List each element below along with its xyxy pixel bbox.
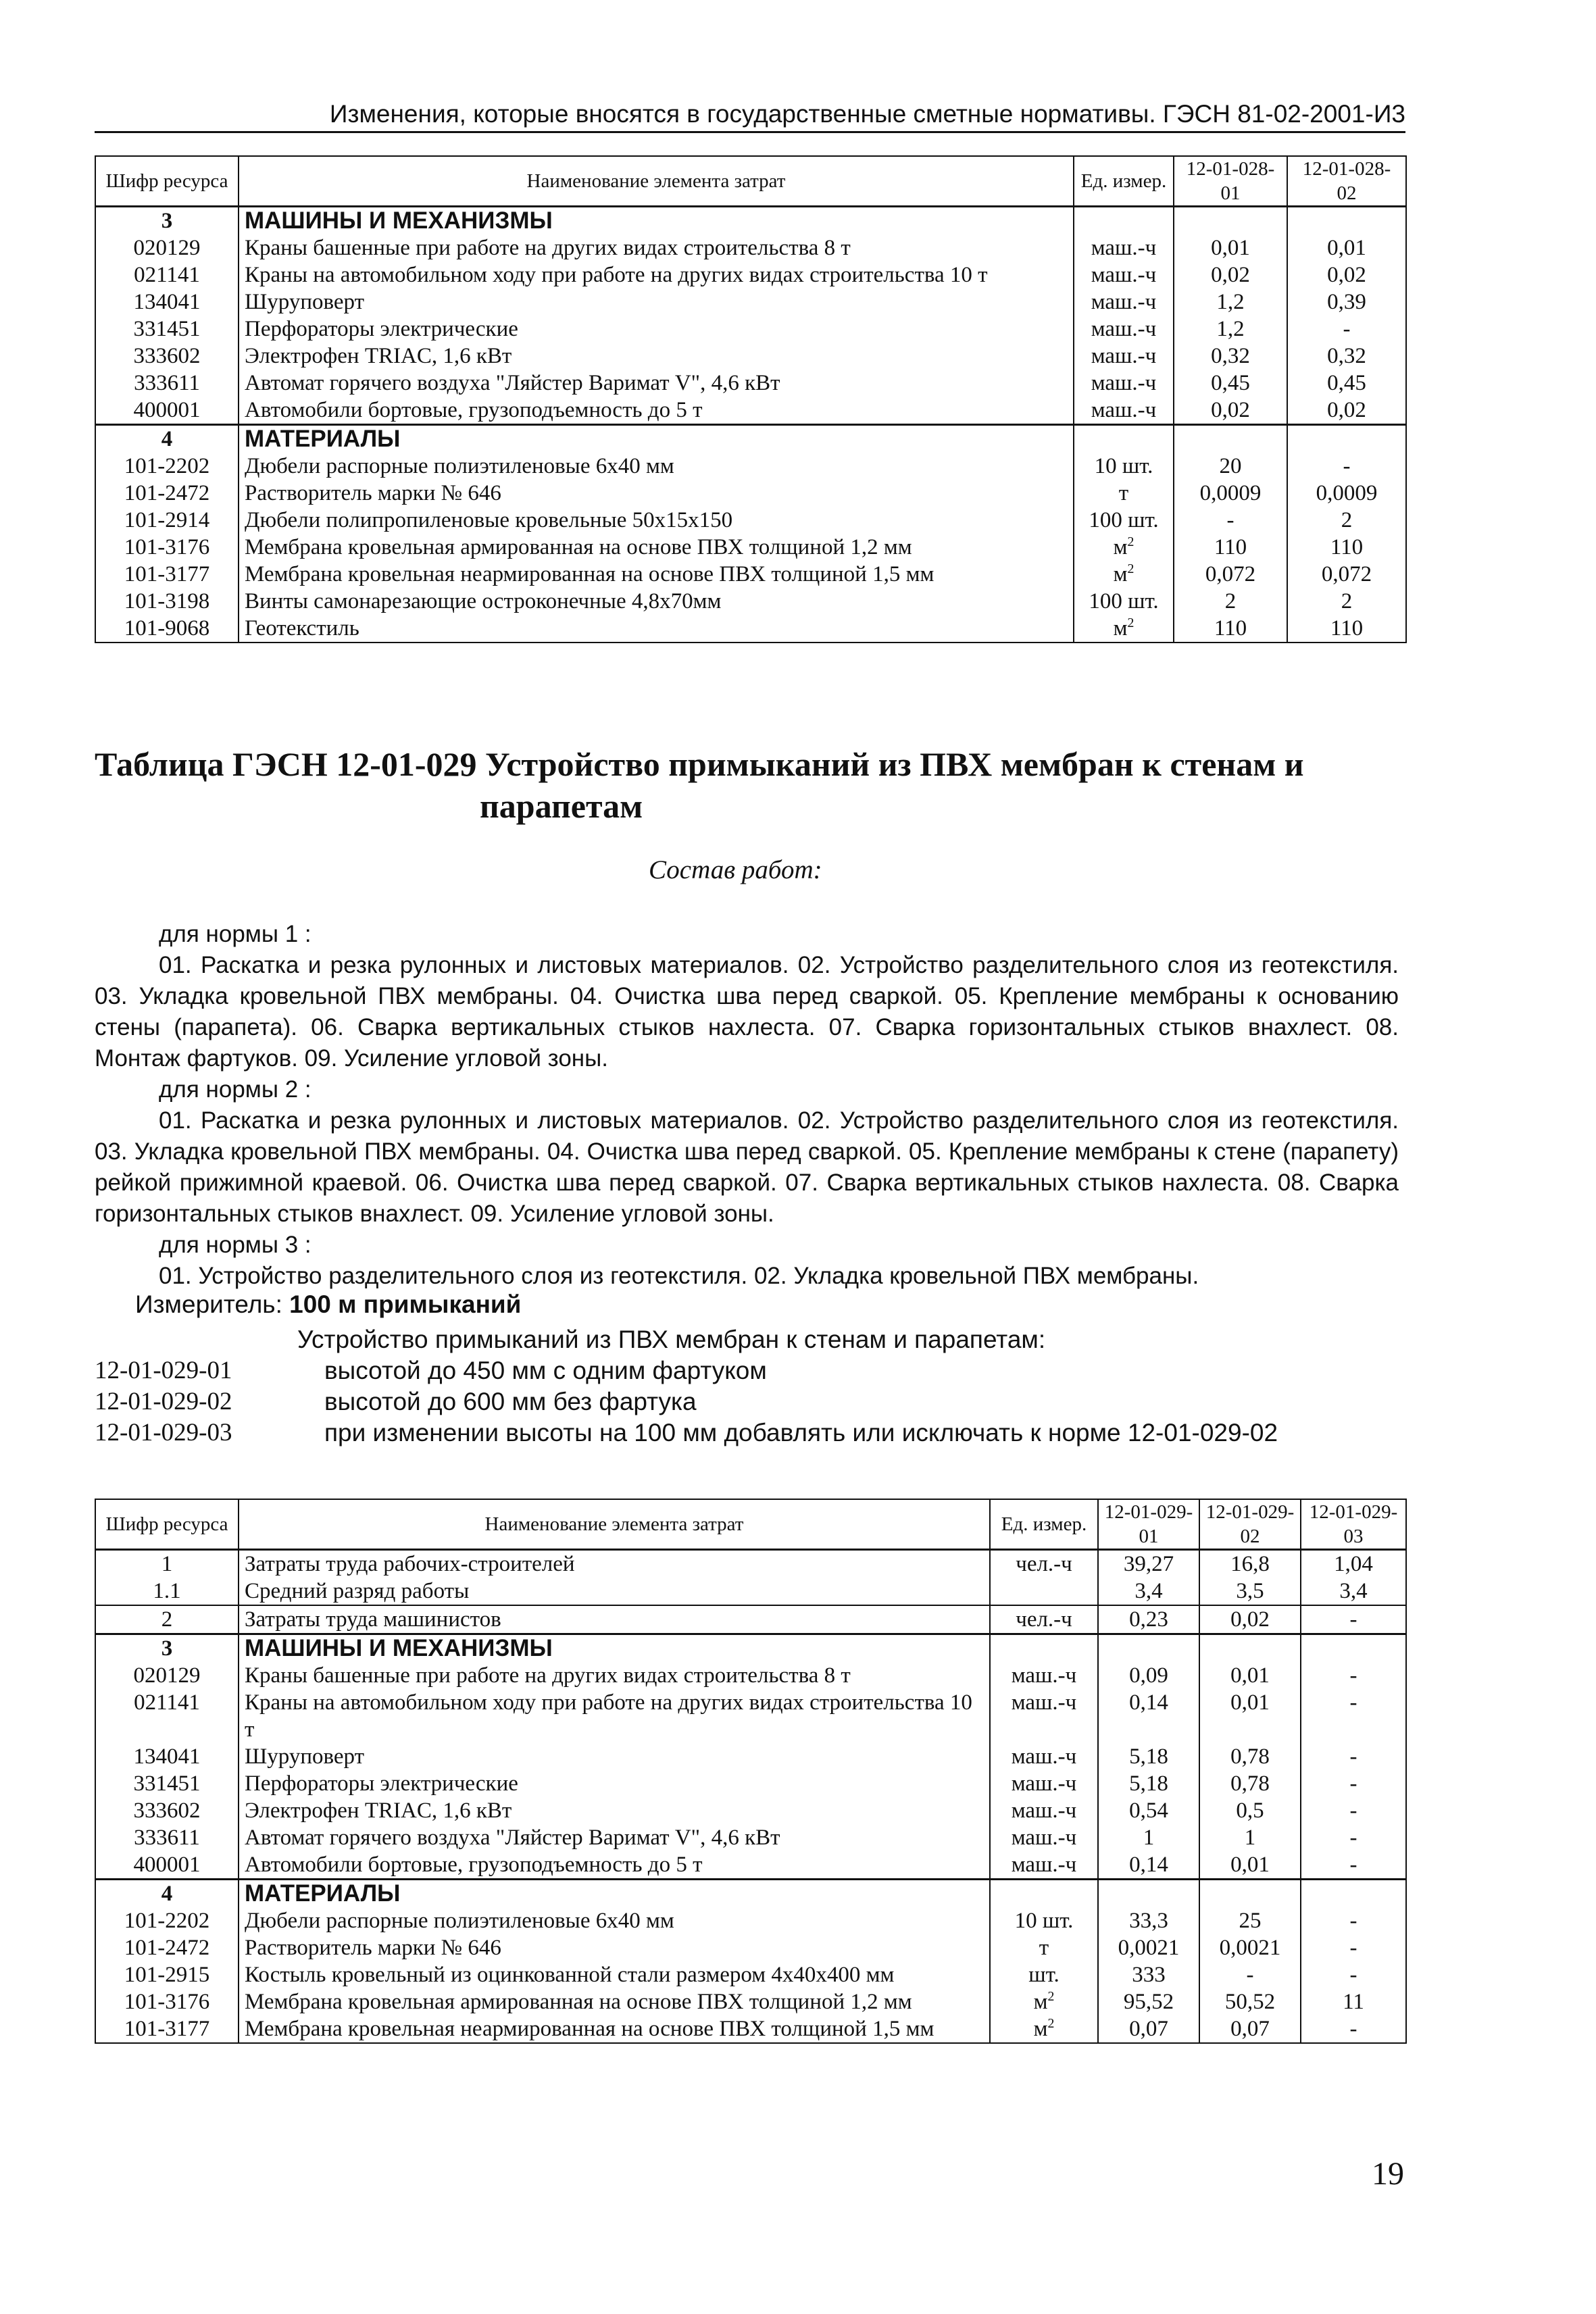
norm-value: 0,07 <box>1199 2015 1301 2043</box>
resource-code: 101-3176 <box>95 534 239 561</box>
resource-code: 101-2202 <box>95 453 239 480</box>
empty-cell <box>1301 1880 1406 1908</box>
cost-element-name: Перфораторы электрические <box>239 1770 990 1797</box>
unit: 100 шт. <box>1089 589 1159 613</box>
norm-value: 33,3 <box>1098 1907 1199 1934</box>
table-row <box>95 370 1406 397</box>
resource-table-028 <box>95 155 1407 643</box>
norm-value: 110 <box>1174 615 1287 643</box>
empty-cell <box>1287 425 1406 453</box>
norm-value: 0,09 <box>1098 1662 1199 1689</box>
variant-code: 12-01-029-01 <box>95 1357 232 1384</box>
norm-work-items: 01. Раскатка и резка рулонных и листовых материалов. 02. Устройство разделительного слоя из геотекстиля. 03. Укладка кровельной ПВХ мембраны. 04. Очистка шва перед сваркой. 05. Крепление мембраны к стене (парапету) рейкой прижимной краевой. 06. Очистка шва перед сваркой. 07. Сварка вертикальных стыков нахлеста. 08. Сварка горизонтальных стыков внахлест. 09. Усиление угловой зоны. <box>95 1107 1399 1227</box>
norm-value: 0,01 <box>1287 234 1406 261</box>
cost-element-name: Костыль кровельный из оцинкованной стали размером 4х40х400 мм <box>239 1961 990 1988</box>
column-header: Наименование элемента затрат <box>239 156 1074 207</box>
table-row <box>95 1934 1406 1961</box>
table-row <box>95 588 1406 615</box>
norm-value: - <box>1301 2015 1406 2043</box>
norm-value: - <box>1199 1961 1301 1988</box>
cost-element-name: Автомобили бортовые, грузоподъемность до 5 т <box>239 1851 990 1880</box>
unit-cell <box>990 1689 1098 1743</box>
unit-cell <box>990 1961 1098 1988</box>
cost-element-name: Растворитель марки № 646 <box>239 1934 990 1961</box>
section-title: МАШИНЫ И МЕХАНИЗМЫ <box>239 207 1074 235</box>
resource-code: 101-2472 <box>95 1934 239 1961</box>
resource-code: 1.1 <box>95 1578 239 1605</box>
unit-cell <box>1074 234 1174 261</box>
unit-cell <box>1074 343 1174 370</box>
unit: м <box>1113 535 1128 559</box>
meter-value: 100 м примыканий <box>289 1290 522 1318</box>
norm-value: - <box>1301 1961 1406 1988</box>
norm-value: 0,0021 <box>1199 1934 1301 1961</box>
unit: чел.-ч <box>1016 1552 1072 1576</box>
unit-cell <box>990 1851 1098 1880</box>
table-row <box>95 343 1406 370</box>
norm-value: - <box>1301 1605 1406 1634</box>
norm-value: 1,2 <box>1174 288 1287 316</box>
unit-superscript: 2 <box>1047 1989 1055 2004</box>
unit-cell <box>990 1824 1098 1851</box>
cost-element-name: Шуруповерт <box>239 288 1074 316</box>
resource-code: 101-2914 <box>95 507 239 534</box>
unit: маш.-ч <box>1091 290 1157 314</box>
norm-value: 0,01 <box>1174 234 1287 261</box>
resource-code: 134041 <box>95 1743 239 1770</box>
norm-value: 2 <box>1287 507 1406 534</box>
norm-value: 1,2 <box>1174 316 1287 343</box>
norm-value: - <box>1301 1743 1406 1770</box>
variant-description: высотой до 600 мм без фартука <box>324 1388 697 1415</box>
unit-cell <box>1074 370 1174 397</box>
norm-value: 110 <box>1174 534 1287 561</box>
section-row <box>95 207 1406 235</box>
norm-value: - <box>1301 1907 1406 1934</box>
norm-value: - <box>1301 1851 1406 1880</box>
unit: м <box>1113 616 1128 640</box>
empty-cell <box>990 1634 1098 1663</box>
column-header: 12-01-028-02 <box>1287 156 1406 207</box>
table-row <box>95 1743 1406 1770</box>
norm-work-items: 01. Раскатка и резка рулонных и листовых материалов. 02. Устройство разделительного слоя из геотекстиля. 03. Укладка кровельной ПВХ мембраны. 04. Очистка шва перед сваркой. 05. Крепление мембраны к основанию стены (парапета). 06. Сварка вертикальных стыков нахлеста. 07. Сварка горизонтальных стыков внахлест. 08. Монтаж фартуков. 09. Усиление угловой зоны. <box>95 952 1399 1072</box>
resource-code: 331451 <box>95 316 239 343</box>
unit-superscript: 2 <box>1127 561 1134 576</box>
cost-element-name: Мембрана кровельная армированная на основе ПВХ толщиной 1,2 мм <box>239 534 1074 561</box>
unit-cell <box>990 2015 1098 2043</box>
variant-row <box>95 1417 1419 1449</box>
unit: маш.-ч <box>1011 1771 1077 1796</box>
resource-code: 333602 <box>95 343 239 370</box>
norm-value: 0,14 <box>1098 1851 1199 1880</box>
table-row <box>95 397 1406 425</box>
norm-value: - <box>1174 507 1287 534</box>
section-title: МАТЕРИАЛЫ <box>239 425 1074 453</box>
unit-cell <box>1074 480 1174 507</box>
table-row <box>95 507 1406 534</box>
cost-element-name: Затраты труда рабочих-строителей <box>239 1550 990 1578</box>
resource-code: 333602 <box>95 1797 239 1824</box>
norm-value: 0,01 <box>1199 1689 1301 1743</box>
unit: маш.-ч <box>1091 263 1157 287</box>
variant-code: 12-01-029-02 <box>95 1388 232 1415</box>
resource-code: 134041 <box>95 288 239 316</box>
unit-cell <box>1074 453 1174 480</box>
cost-element-name: Мембрана кровельная армированная на основе ПВХ толщиной 1,2 мм <box>239 1988 990 2015</box>
page-number: 19 <box>1372 2156 1404 2192</box>
table-row <box>95 288 1406 316</box>
empty-cell <box>1074 207 1174 235</box>
resource-code: 101-3176 <box>95 1988 239 2015</box>
unit-cell <box>1074 397 1174 425</box>
norm-value: 5,18 <box>1098 1770 1199 1797</box>
norm-value: 0,23 <box>1098 1605 1199 1634</box>
table-row <box>95 453 1406 480</box>
unit: маш.-ч <box>1011 1663 1077 1688</box>
unit-cell <box>1074 561 1174 588</box>
norm-value: 0,32 <box>1287 343 1406 370</box>
norm-value: 0,14 <box>1098 1689 1199 1743</box>
table-row <box>95 1578 1406 1605</box>
norm-value: - <box>1301 1824 1406 1851</box>
column-header: 12-01-028-01 <box>1174 156 1287 207</box>
unit: м <box>1033 1990 1048 2014</box>
variant-description: высотой до 450 мм с одним фартуком <box>324 1357 767 1384</box>
meter <box>135 1290 521 1319</box>
table-row <box>95 1770 1406 1797</box>
unit-cell <box>1074 288 1174 316</box>
unit-cell <box>990 1662 1098 1689</box>
section-row <box>95 1634 1406 1663</box>
unit: маш.-ч <box>1091 317 1157 341</box>
resource-table-029 <box>95 1499 1407 2044</box>
norm-value: 39,27 <box>1098 1550 1199 1578</box>
norm-label: для нормы 3 : <box>159 1232 311 1258</box>
norm-value: 3,4 <box>1098 1578 1199 1605</box>
norm-value: 1 <box>1098 1824 1199 1851</box>
unit-cell <box>990 1550 1098 1578</box>
variant-description: при изменении высоты на 100 мм добавлять или исключать к норме 12-01-029-02 <box>324 1419 1278 1447</box>
table-row <box>95 2015 1406 2043</box>
resource-code: 333611 <box>95 1824 239 1851</box>
cost-element-name: Дюбели полипропиленовые кровельные 50х15х150 <box>239 507 1074 534</box>
empty-cell <box>1301 1634 1406 1663</box>
resource-code: 1 <box>95 1550 239 1578</box>
unit-cell <box>990 1743 1098 1770</box>
unit: маш.-ч <box>1091 398 1157 422</box>
table-row <box>95 1689 1406 1743</box>
norm-value: 5,18 <box>1098 1743 1199 1770</box>
cost-element-name: Автомат горячего воздуха "Ляйстер Варимат V", 4,6 кВт <box>239 370 1074 397</box>
resource-code: 021141 <box>95 1689 239 1743</box>
column-header: Шифр ресурса <box>95 1499 239 1550</box>
norm-value: 25 <box>1199 1907 1301 1934</box>
unit: маш.-ч <box>1091 344 1157 368</box>
unit-cell <box>1074 588 1174 615</box>
meter-label: Измеритель: <box>135 1290 282 1318</box>
unit-cell <box>990 1797 1098 1824</box>
column-header: Наименование элемента затрат <box>239 1499 990 1550</box>
norm-value: 11 <box>1301 1988 1406 2015</box>
table-title <box>95 743 1446 827</box>
cost-element-name: Дюбели распорные полиэтиленовые 6х40 мм <box>239 453 1074 480</box>
column-header: 12-01-029-03 <box>1301 1499 1406 1550</box>
table-row <box>95 261 1406 288</box>
norm-value: 110 <box>1287 615 1406 643</box>
section-code: 4 <box>95 425 239 453</box>
cost-element-name: Электрофен TRIAC, 1,6 кВт <box>239 1797 990 1824</box>
unit-cell <box>1074 261 1174 288</box>
section-code: 3 <box>95 1634 239 1663</box>
resource-code: 021141 <box>95 261 239 288</box>
norm-value: 1 <box>1199 1824 1301 1851</box>
norm-value: 0,78 <box>1199 1770 1301 1797</box>
empty-cell <box>1098 1880 1199 1908</box>
empty-cell <box>1174 425 1287 453</box>
unit: т <box>1039 1936 1049 1960</box>
unit-cell <box>1074 615 1174 643</box>
norm-value: 0,01 <box>1199 1851 1301 1880</box>
norm-value: 0,54 <box>1098 1797 1199 1824</box>
cost-element-name: Краны на автомобильном ходу при работе на других видах строительства 10 т <box>239 261 1074 288</box>
norm-value: 110 <box>1287 534 1406 561</box>
cost-element-name: Дюбели распорные полиэтиленовые 6х40 мм <box>239 1907 990 1934</box>
unit-cell <box>990 1770 1098 1797</box>
unit: маш.-ч <box>1011 1826 1077 1850</box>
norm-value: 0,78 <box>1199 1743 1301 1770</box>
unit: м <box>1033 2017 1048 2041</box>
column-header: Ед. измер. <box>1074 156 1174 207</box>
empty-cell <box>1199 1880 1301 1908</box>
unit-cell <box>990 1988 1098 2015</box>
unit: маш.-ч <box>1091 236 1157 260</box>
norm-value: 0,0021 <box>1098 1934 1199 1961</box>
norm-value: - <box>1301 1934 1406 1961</box>
norm-value: 0,072 <box>1174 561 1287 588</box>
norm-value: 0,0009 <box>1174 480 1287 507</box>
unit-superscript: 2 <box>1127 534 1134 549</box>
unit: 100 шт. <box>1089 508 1159 532</box>
norm-value: 0,02 <box>1287 261 1406 288</box>
norm-value: - <box>1287 453 1406 480</box>
section-title: МАТЕРИАЛЫ <box>239 1880 990 1908</box>
unit: маш.-ч <box>1011 1799 1077 1823</box>
unit-cell <box>990 1578 1098 1605</box>
table-row <box>95 316 1406 343</box>
resource-code: 2 <box>95 1605 239 1634</box>
empty-cell <box>1287 207 1406 235</box>
variant-row <box>95 1355 1419 1386</box>
table-row <box>95 1961 1406 1988</box>
column-header: 12-01-029-02 <box>1199 1499 1301 1550</box>
norm-value: 0,02 <box>1174 261 1287 288</box>
unit: чел.-ч <box>1016 1607 1072 1632</box>
norm-value: - <box>1301 1662 1406 1689</box>
empty-cell <box>990 1880 1098 1908</box>
unit-cell <box>990 1907 1098 1934</box>
norm-value: 0,01 <box>1199 1662 1301 1689</box>
cost-element-name: Электрофен TRIAC, 1,6 кВт <box>239 343 1074 370</box>
resource-code: 400001 <box>95 1851 239 1880</box>
norm-value: 50,52 <box>1199 1988 1301 2015</box>
table-row <box>95 1851 1406 1880</box>
norm-value: 20 <box>1174 453 1287 480</box>
norm-value: - <box>1301 1689 1406 1743</box>
section-row <box>95 425 1406 453</box>
column-header: Шифр ресурса <box>95 156 239 207</box>
norm-value: 3,4 <box>1301 1578 1406 1605</box>
norm-value: 0,5 <box>1199 1797 1301 1824</box>
table-row <box>95 1550 1406 1578</box>
norm-work-items: 01. Устройство разделительного слоя из геотекстиля. 02. Укладка кровельной ПВХ мембраны. <box>159 1263 1199 1289</box>
norm-value: 333 <box>1098 1961 1199 1988</box>
resource-code: 101-2472 <box>95 480 239 507</box>
cost-element-name: Краны на автомобильном ходу при работе на других видах строительства 10 т <box>239 1689 990 1743</box>
unit: маш.-ч <box>1011 1853 1077 1877</box>
section-title: МАШИНЫ И МЕХАНИЗМЫ <box>239 1634 990 1663</box>
norm-value: 95,52 <box>1098 1988 1199 2015</box>
section-code: 4 <box>95 1880 239 1908</box>
resource-code: 101-2202 <box>95 1907 239 1934</box>
norm-label: для нормы 2 : <box>159 1076 311 1103</box>
table-row <box>95 534 1406 561</box>
resource-code: 101-2915 <box>95 1961 239 1988</box>
norm-value: - <box>1301 1797 1406 1824</box>
works-composition <box>95 919 1399 1292</box>
cost-element-name: Затраты труда машинистов <box>239 1605 990 1634</box>
norm-value: 0,02 <box>1199 1605 1301 1634</box>
unit-superscript: 2 <box>1047 2016 1055 2031</box>
variant-row <box>95 1386 1419 1417</box>
unit: маш.-ч <box>1011 1690 1077 1715</box>
resource-code: 020129 <box>95 1662 239 1689</box>
column-header: Ед. измер. <box>990 1499 1098 1550</box>
table-row <box>95 480 1406 507</box>
cost-element-name: Геотекстиль <box>239 615 1074 643</box>
resource-code: 020129 <box>95 234 239 261</box>
unit-cell <box>1074 507 1174 534</box>
unit-superscript: 2 <box>1127 615 1134 630</box>
norm-value: - <box>1301 1770 1406 1797</box>
unit: маш.-ч <box>1091 371 1157 395</box>
norm-value: 0,02 <box>1174 397 1287 425</box>
norm-value: 16,8 <box>1199 1550 1301 1578</box>
cost-element-name: Растворитель марки № 646 <box>239 480 1074 507</box>
table-row <box>95 1797 1406 1824</box>
table-row <box>95 1824 1406 1851</box>
empty-cell <box>1098 1634 1199 1663</box>
section-code: 3 <box>95 207 239 235</box>
table-title-line2: парапетам <box>480 787 643 825</box>
table-row <box>95 561 1406 588</box>
cost-element-name: Шуруповерт <box>239 1743 990 1770</box>
table-row <box>95 1662 1406 1689</box>
unit: м <box>1113 562 1128 586</box>
unit-cell <box>1074 316 1174 343</box>
cost-element-name: Автомобили бортовые, грузоподъемность до 5 т <box>239 397 1074 425</box>
variants-intro: Устройство примыканий из ПВХ мембран к стенам и парапетам: <box>297 1326 1046 1353</box>
norm-value: 3,5 <box>1199 1578 1301 1605</box>
norm-value: 2 <box>1174 588 1287 615</box>
cost-element-name: Винты самонарезающие остроконечные 4,8х70мм <box>239 588 1074 615</box>
norm-value: 0,32 <box>1174 343 1287 370</box>
norm-variants <box>95 1324 1419 1449</box>
resource-code: 333611 <box>95 370 239 397</box>
empty-cell <box>1074 425 1174 453</box>
table-row <box>95 1605 1406 1634</box>
resource-code: 400001 <box>95 397 239 425</box>
norm-value: 0,0009 <box>1287 480 1406 507</box>
norm-value: 0,45 <box>1174 370 1287 397</box>
cost-element-name: Краны башенные при работе на других видах строительства 8 т <box>239 234 1074 261</box>
unit: шт. <box>1028 1963 1059 1987</box>
running-header: Изменения, которые вносятся в государственные сметные нормативы. ГЭСН 81-02-2001-И3 <box>95 100 1405 133</box>
norm-value: 0,07 <box>1098 2015 1199 2043</box>
resource-code: 101-3177 <box>95 2015 239 2043</box>
norm-value: - <box>1287 316 1406 343</box>
cost-element-name: Автомат горячего воздуха "Ляйстер Варимат V", 4,6 кВт <box>239 1824 990 1851</box>
empty-cell <box>1174 207 1287 235</box>
unit-cell <box>990 1934 1098 1961</box>
empty-cell <box>1199 1634 1301 1663</box>
table-row <box>95 1907 1406 1934</box>
cost-element-name: Краны башенные при работе на других видах строительства 8 т <box>239 1662 990 1689</box>
norm-value: 0,45 <box>1287 370 1406 397</box>
resource-code: 331451 <box>95 1770 239 1797</box>
variant-code: 12-01-029-03 <box>95 1419 232 1447</box>
cost-element-name: Мембрана кровельная неармированная на основе ПВХ толщиной 1,5 мм <box>239 561 1074 588</box>
unit-cell <box>990 1605 1098 1634</box>
norm-value: 2 <box>1287 588 1406 615</box>
norm-value: 0,072 <box>1287 561 1406 588</box>
norm-value: 0,39 <box>1287 288 1406 316</box>
cost-element-name: Средний разряд работы <box>239 1578 990 1605</box>
section-row <box>95 1880 1406 1908</box>
cost-element-name: Перфораторы электрические <box>239 316 1074 343</box>
resource-code: 101-3177 <box>95 561 239 588</box>
resource-code: 101-9068 <box>95 615 239 643</box>
unit: 10 шт. <box>1094 454 1153 478</box>
unit: т <box>1118 481 1129 505</box>
table-row <box>95 615 1406 643</box>
norm-value: 1,04 <box>1301 1550 1406 1578</box>
cost-element-name: Мембрана кровельная неармированная на основе ПВХ толщиной 1,5 мм <box>239 2015 990 2043</box>
unit-cell <box>1074 534 1174 561</box>
column-header: 12-01-029-01 <box>1098 1499 1199 1550</box>
unit: 10 шт. <box>1014 1909 1074 1933</box>
unit: маш.-ч <box>1011 1744 1077 1769</box>
table-row <box>95 1988 1406 2015</box>
norm-label: для нормы 1 : <box>159 921 311 947</box>
composition-label: Состав работ: <box>649 855 822 884</box>
table-title-line1: Таблица ГЭСН 12-01-029 Устройство примыканий из ПВХ мембран к стенам и <box>95 745 1304 783</box>
norm-value: 0,02 <box>1287 397 1406 425</box>
table-row <box>95 234 1406 261</box>
resource-code: 101-3198 <box>95 588 239 615</box>
